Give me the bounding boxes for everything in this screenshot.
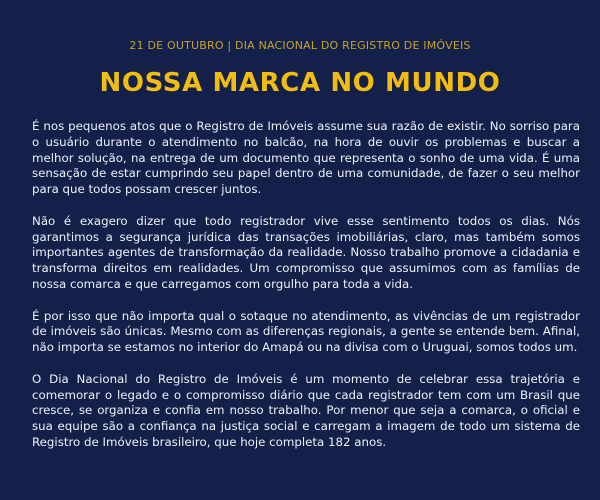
page-title: NOSSA MARCA NO MUNDO bbox=[99, 68, 501, 98]
paragraph-2: Não é exagero dizer que todo registrador vive esse sentimento todos os dias. Nós garantimos a segurança jurídica das transações imobiliárias, claro, mas também somos importantes agentes de transformação da realidade. Nosso trabalho promove a cidadania e transforma direitos em realidades. Um compromisso que assumimos com as famílias de nossa comarca e que carregamos com orgulho para toda a vida. bbox=[32, 213, 580, 291]
paragraph-3: É por isso que não importa qual o sotaque no atendimento, as vivências de um registrador de imóveis são únicas. Mesmo com as diferenças regionais, a gente se entende bem. Afinal, não importa se estamos no interior do Amapá ou na divisa com o Uruguai, somos todos um. bbox=[32, 308, 580, 355]
date-kicker: 21 DE OUTUBRO | DIA NACIONAL DO REGISTRO DE IMÓVEIS bbox=[129, 39, 471, 52]
article-body bbox=[32, 119, 580, 467]
paragraph-1: É nos pequenos atos que o Registro de Imóveis assume sua razão de existir. No sorriso para o usuário durante o atendimento no balcão, na hora de ouvir os problemas e buscar a melhor solução, na entrega de um documento que representa o sonho de uma vida. É uma sensação de estar cumprindo seu papel dentro de uma comunidade, de fazer o seu melhor para que todos possam crescer juntos. bbox=[32, 119, 580, 197]
paragraph-4: O Dia Nacional do Registro de Imóveis é um momento de celebrar essa trajetória e comemorar o legado e o compromisso diário que cada registrador tem com um Brasil que cresce, se organiza e confia em nosso trabalho. Por menor que seja a comarca, o oficial e sua equipe são a confiança na justiça social e carregam a imagem de todo um sistema de Registro de Imóveis brasileiro, que hoje completa 182 anos. bbox=[32, 371, 580, 449]
